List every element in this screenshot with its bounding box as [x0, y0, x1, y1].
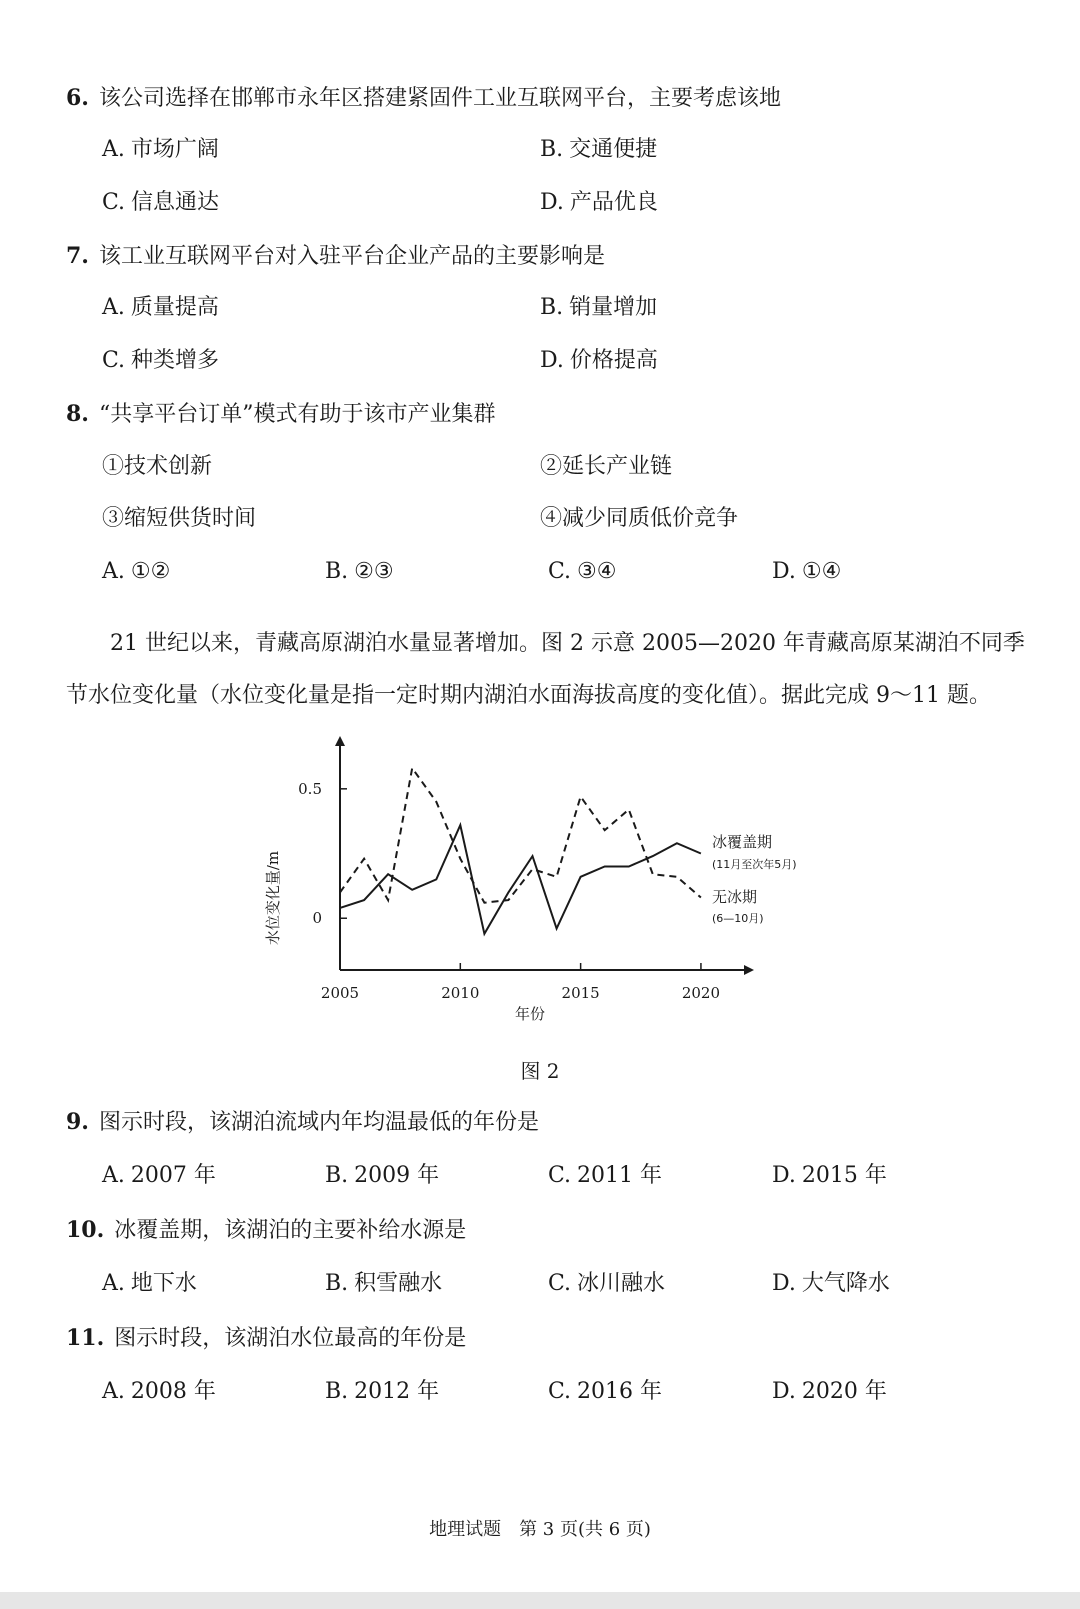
option-d[interactable]: D. 2020 年 [772, 1379, 887, 1404]
y-tick-label: 0 [312, 909, 322, 928]
question-11 [66, 1323, 466, 1354]
option-c[interactable]: C. ③④ [548, 559, 617, 584]
option-a[interactable]: A. 2007 年 [102, 1163, 216, 1188]
question-7 [66, 241, 605, 272]
question-9 [66, 1107, 539, 1138]
x-axis-label: 年份 [514, 1005, 546, 1023]
scan-edge [0, 1592, 1080, 1609]
option-c[interactable]: C. 2016 年 [548, 1379, 663, 1404]
option-a[interactable]: A. 质量提高 [102, 295, 219, 320]
option-c[interactable]: C. 种类增多 [102, 348, 220, 373]
question-text: 冰覆盖期，该湖泊的主要补给水源是 [114, 1218, 467, 1243]
option-c[interactable]: C. 2011 年 [548, 1163, 663, 1188]
option-a[interactable]: A. 市场广阔 [102, 137, 219, 162]
option-b[interactable]: B. 2009 年 [325, 1163, 440, 1188]
option-a[interactable]: A. 地下水 [102, 1271, 197, 1296]
x-tick-label: 2005 [320, 984, 360, 1002]
x-tick-label: 2010 [441, 984, 480, 1002]
option-c[interactable]: C. 冰川融水 [548, 1271, 666, 1296]
question-number: 9. [66, 1109, 89, 1135]
option-b[interactable]: B. ②③ [325, 559, 394, 584]
question-6 [66, 83, 781, 114]
option-d[interactable]: D. 产品优良 [540, 190, 658, 215]
question-10 [66, 1215, 466, 1246]
statement-2: ②延长产业链 [540, 454, 673, 479]
intro-line-1: 21 世纪以来，青藏高原湖泊水量显著增加。图 2 示意 2005—2020 年青藏高原某湖泊不同季 [110, 631, 1025, 656]
question-number: 7. [66, 243, 89, 269]
option-c[interactable]: C. 信息通达 [102, 190, 220, 215]
legend-ice-free-note: (6—10月) [712, 912, 764, 925]
option-b[interactable]: B. 销量增加 [540, 295, 658, 320]
question-text: 该公司选择在邯郸市永年区搭建紧固件工业互联网平台，主要考虑该地 [98, 86, 781, 111]
page-footer: 地理试题 第 3 页(共 6 页) [429, 1519, 651, 1540]
question-8 [66, 399, 495, 430]
water-level-chart [240, 730, 840, 1040]
question-number: 8. [66, 401, 89, 427]
option-d[interactable]: D. 大气降水 [772, 1271, 890, 1296]
series-line-ice-free [340, 768, 701, 903]
option-d[interactable]: D. ①④ [772, 559, 842, 584]
question-number: 6. [66, 85, 89, 111]
legend-ice-free: 无冰期 [712, 888, 758, 906]
option-a[interactable]: A. 2008 年 [102, 1379, 216, 1404]
statement-4: ④减少同质低价竞争 [540, 506, 739, 531]
series-line-ice-cover [340, 825, 701, 934]
question-text: 图示时段，该湖泊流域内年均温最低的年份是 [98, 1110, 539, 1135]
question-number: 11. [66, 1325, 105, 1351]
statement-1: ①技术创新 [102, 454, 213, 479]
option-d[interactable]: D. 2015 年 [772, 1163, 887, 1188]
figure-caption: 图 2 [520, 1059, 560, 1083]
option-b[interactable]: B. 交通便捷 [540, 137, 658, 162]
option-d[interactable]: D. 价格提高 [540, 348, 658, 373]
option-b[interactable]: B. 2012 年 [325, 1379, 440, 1404]
intro-line-2: 节水位变化量（水位变化量是指一定时期内湖泊水面海拔高度的变化值）。据此完成 9～11 题。 [66, 683, 991, 708]
x-tick-label: 2020 [681, 984, 721, 1002]
y-axis-label: 水位变化量/m [264, 850, 282, 946]
option-a[interactable]: A. ①② [102, 559, 171, 584]
x-tick-label: 2015 [561, 984, 600, 1002]
question-text: 图示时段，该湖泊水位最高的年份是 [114, 1326, 467, 1351]
question-text: 该工业互联网平台对入驻平台企业产品的主要影响是 [98, 244, 605, 269]
question-number: 10. [66, 1217, 105, 1243]
legend-ice-cover-note: (11月至次年5月) [712, 858, 797, 871]
statement-3: ③缩短供货时间 [102, 506, 257, 531]
legend-ice-cover: 冰覆盖期 [712, 833, 773, 851]
y-tick-label: 0.5 [298, 779, 322, 798]
question-text: “共享平台订单”模式有助于该市产业集群 [98, 402, 496, 427]
option-b[interactable]: B. 积雪融水 [325, 1271, 443, 1296]
